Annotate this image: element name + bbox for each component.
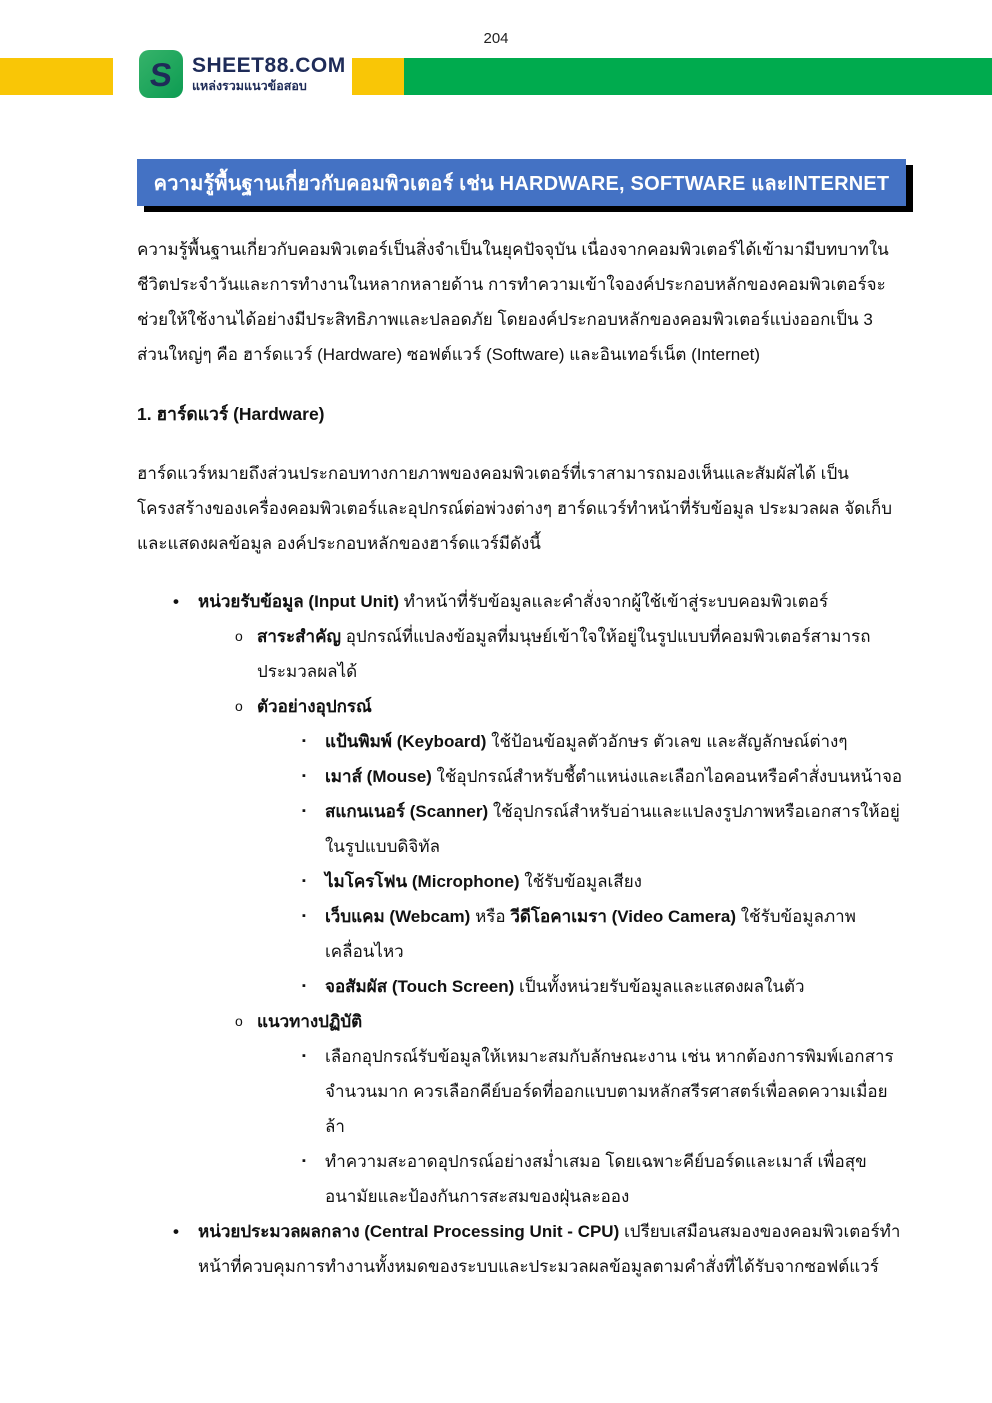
- brand-tagline: แหล่งรวมแนวข้อสอบ: [192, 79, 307, 93]
- banner-title: ความรู้พื้นฐานเกี่ยวกับคอมพิวเตอร์ เช่น HARDWARE, SOFTWARE และINTERNET: [153, 172, 890, 195]
- brand-logo: [133, 50, 352, 98]
- item-text-wrap: [257, 1004, 906, 1039]
- item-text-wrap: [325, 1144, 906, 1214]
- item-term: สาระสำคัญ: [257, 627, 341, 646]
- item-text-wrap: [325, 969, 906, 1004]
- list-item-keyboard: [137, 724, 906, 759]
- item-term: จอสัมผัส (Touch Screen): [325, 977, 515, 996]
- document-content: [137, 232, 906, 1284]
- item-text-wrap: [325, 864, 906, 899]
- item-term: ตัวอย่างอุปกรณ์: [257, 697, 372, 716]
- item-text-wrap: [198, 1214, 906, 1284]
- item-term: เมาส์ (Mouse): [325, 767, 432, 786]
- bullet-square-icon: ▪: [302, 735, 306, 747]
- item-text: เปรียบเสมือนสมองของคอมพิวเตอร์ทำหน้าที่ควบคุมการทำงานทั้งหมดของระบบและประมวลผลข้อมูลตามคำสั่งที่ได้รับจากซอฟต์แวร์: [198, 1222, 901, 1276]
- header-band: [0, 53, 992, 105]
- list-item-input-unit: [137, 584, 906, 619]
- item-term: แป้นพิมพ์ (Keyboard): [325, 732, 487, 751]
- title-banner: [137, 159, 906, 206]
- bullet-circle-icon: o: [235, 628, 243, 644]
- item-term: หน่วยประมวลผลกลาง (Central Processing Unit - CPU): [198, 1222, 620, 1241]
- brand-text: [192, 54, 346, 94]
- bullet-disc-icon: •: [173, 592, 179, 611]
- list-item-touchscreen: [137, 969, 906, 1004]
- item-text: อุปกรณ์ที่แปลงข้อมูลที่มนุษย์เข้าใจให้อยู่ในรูปแบบที่คอมพิวเตอร์สามารถประมวลผลได้: [257, 627, 871, 681]
- bullet-square-icon: ▪: [302, 770, 306, 782]
- item-text: ทำความสะอาดอุปกรณ์อย่างสม่ำเสมอ โดยเฉพาะคีย์บอร์ดและเมาส์ เพื่อสุขอนามัยและป้องกันการสะสมของฝุ่นละออง: [325, 1152, 867, 1206]
- item-text: ใช้อุปกรณ์สำหรับอ่านและแปลงรูปภาพหรือเอกสารให้อยู่ในรูปแบบดิจิทัล: [325, 802, 900, 856]
- list-item-webcam: [137, 899, 906, 969]
- item-text-wrap: [325, 1039, 906, 1144]
- item-text: ทำหน้าที่รับข้อมูลและคำสั่งจากผู้ใช้เข้าสู่ระบบคอมพิวเตอร์: [399, 592, 829, 611]
- list-item-scanner: [137, 794, 906, 864]
- item-text: ใช้ป้อนข้อมูลตัวอักษร ตัวเลข และสัญลักษณ์ต่างๆ: [486, 732, 848, 751]
- yellow-bar-left: [0, 58, 113, 95]
- item-text: ใช้อุปกรณ์สำหรับชี้ตำแหน่งและเลือกไอคอนหรือคำสั่งบนหน้าจอ: [431, 767, 903, 786]
- list-item-mouse: [137, 759, 906, 794]
- item-term: ไมโครโฟน (Microphone): [325, 872, 520, 891]
- list-item-cpu: [137, 1214, 906, 1284]
- green-bar: [404, 58, 992, 95]
- intro-paragraph: ความรู้พื้นฐานเกี่ยวกับคอมพิวเตอร์เป็นสิ่งจำเป็นในยุคปัจจุบัน เนื่องจากคอมพิวเตอร์ได้เข้ามามีบทบาทในชีวิตประจำวันและการทำงานในหลากหลายด้าน การทำความเข้าใจองค์ประกอบหลักของคอมพิวเตอร์จะช่วยให้ใช้งานได้อย่างมีประสิทธิภาพและปลอดภัย โดยองค์ประกอบหลักของคอมพิวเตอร์แบ่งออกเป็น 3 ส่วนใหญ่ๆ คือ ฮาร์ดแวร์ (Hardware) ซอฟต์แวร์ (Software) และอินเทอร์เน็ต (Internet): [137, 240, 889, 364]
- item-term: เว็บแคม (Webcam): [325, 907, 471, 926]
- item-text: เลือกอุปกรณ์รับข้อมูลให้เหมาะสมกับลักษณะงาน เช่น หากต้องการพิมพ์เอกสารจำนวนมาก ควรเลือกคีย์บอร์ดที่ออกแบบตามหลักสรีรศาสตร์เพื่อลดความเมื่อยล้า: [325, 1047, 894, 1136]
- bullet-square-icon: ▪: [302, 875, 306, 887]
- list-item-tip1: [137, 1039, 906, 1144]
- item-text-wrap: [325, 899, 906, 969]
- list-item-summary: [137, 619, 906, 689]
- item-text-wrap: [325, 794, 906, 864]
- item-text: หรือ: [470, 907, 511, 926]
- bullet-circle-icon: o: [235, 698, 243, 714]
- bullet-square-icon: ▪: [302, 1155, 306, 1167]
- bullet-disc-icon: •: [173, 1222, 179, 1241]
- item-text: ใช้รับข้อมูลเสียง: [519, 872, 642, 891]
- list-item-microphone: [137, 864, 906, 899]
- bullet-square-icon: ▪: [302, 910, 306, 922]
- bullet-circle-icon: o: [235, 1013, 243, 1029]
- list-item-examples-heading: [137, 689, 906, 724]
- list-item-guidelines-heading: [137, 1004, 906, 1039]
- item-term: สแกนเนอร์ (Scanner): [325, 802, 489, 821]
- item-text: เป็นทั้งหน่วยรับข้อมูลและแสดงผลในตัว: [514, 977, 805, 996]
- item-text: ใช้รับข้อมูลภาพเคลื่อนไหว: [325, 907, 856, 961]
- bullet-square-icon: ▪: [302, 980, 306, 992]
- item-term: วีดีโอคาเมรา (Video Camera): [510, 907, 737, 926]
- item-text-wrap: [325, 724, 906, 759]
- item-text-wrap: [257, 619, 906, 689]
- item-text-wrap: [325, 759, 906, 794]
- bullet-square-icon: ▪: [302, 1050, 306, 1062]
- item-term: แนวทางปฏิบัติ: [257, 1012, 363, 1031]
- section-paragraph: ฮาร์ดแวร์หมายถึงส่วนประกอบทางกายภาพของคอมพิวเตอร์ที่เราสามารถมองเห็นและสัมผัสได้ เป็นโครงสร้างของเครื่องคอมพิวเตอร์และอุปกรณ์ต่อพ่วงต่างๆ ฮาร์ดแวร์ทำหน้าที่รับข้อมูล ประมวลผล จัดเก็บ และแสดงผลข้อมูล องค์ประกอบหลักของฮาร์ดแวร์มีดังนี้: [137, 464, 893, 553]
- item-term: หน่วยรับข้อมูล (Input Unit): [198, 592, 400, 611]
- bullet-square-icon: ▪: [302, 805, 306, 817]
- item-text-wrap: [198, 584, 906, 619]
- brand-name: SHEET88.COM: [192, 54, 346, 77]
- section-heading: 1. ฮาร์ดแวร์ (Hardware): [137, 404, 325, 424]
- sheet88-s-logo-icon: [139, 50, 183, 98]
- page-number: 204: [483, 30, 509, 47]
- hardware-list: [137, 584, 906, 1284]
- logo-letter: S: [148, 55, 174, 93]
- item-text-wrap: [257, 689, 906, 724]
- list-item-tip2: [137, 1144, 906, 1214]
